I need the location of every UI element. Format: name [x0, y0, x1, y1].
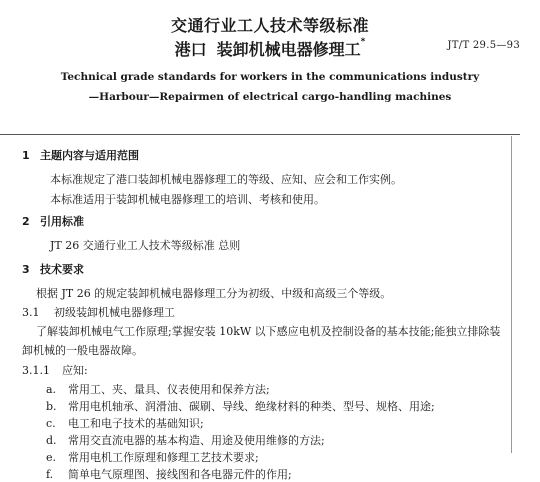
- section-3-1-title: 初级装卸机械电器修理工: [54, 306, 175, 319]
- section-2-number: 2: [22, 215, 30, 228]
- section-1-heading: [22, 147, 139, 163]
- list-item-mark: c.: [46, 417, 56, 430]
- section-3-heading: [22, 261, 84, 277]
- section-2-heading: [22, 213, 84, 229]
- list-item-mark: d.: [46, 434, 57, 447]
- section-3-1-1-title: 应知:: [62, 364, 88, 377]
- page-edge-line: [511, 136, 512, 453]
- document-title: 交通行业工人技术等级标准: [170, 16, 369, 35]
- list-item: [46, 432, 325, 448]
- section-3-1-heading: [22, 304, 175, 320]
- list-item: [46, 381, 270, 397]
- list-item: [46, 466, 292, 482]
- section-3-number: 3: [22, 263, 30, 276]
- list-item: [46, 398, 435, 414]
- standard-number: JT/T 29.5—93: [447, 40, 520, 51]
- subtitle-part-b: 装卸机械电器修理工: [216, 40, 361, 59]
- section-3-1-paragraph-line2: 卸机械的一般电器故障。: [22, 344, 143, 357]
- section-3-1-1-heading: [22, 362, 88, 378]
- list-item-mark: e.: [46, 451, 57, 464]
- section-3-1-1-number: 3.1.1: [22, 364, 50, 377]
- list-item-text: 常用电机轴承、润滑油、碳刷、导线、绝缘材料的种类、型号、规格、用途;: [68, 400, 435, 413]
- section-3-1-number: 3.1: [22, 306, 40, 319]
- english-title-line1: Technical grade standards for workers in the communications industry: [60, 71, 480, 83]
- list-item-text: 电工和电子技术的基础知识;: [68, 417, 204, 430]
- section-3-1-paragraph-line1: 了解装卸机械电气工作原理;掌握安装 10kW 以下感应电机及控制设备的基本技能;能独立排除装: [36, 325, 501, 338]
- list-item: [46, 449, 259, 465]
- section-1-paragraph-2: 本标准适用于装卸机械电器修理工的培训、考核和使用。: [50, 193, 325, 206]
- english-title-line2: —Harbour—Repairmen of electrical cargo-handling machines: [88, 91, 452, 103]
- footnote-star: *: [360, 37, 366, 47]
- section-3-paragraph: 根据 JT 26 的规定装卸机械电器修理工分为初级、中级和高级三个等级。: [36, 287, 392, 300]
- list-item-mark: b.: [46, 400, 57, 413]
- section-3-title: 技术要求: [40, 263, 84, 276]
- section-1-number: 1: [22, 149, 30, 162]
- list-item-text: 常用工、夹、量具、仪表使用和保养方法;: [68, 383, 270, 396]
- list-item-text: 常用交直流电器的基本构造、用途及使用维修的方法;: [68, 434, 325, 447]
- list-item: [46, 415, 204, 431]
- list-item-text: 简单电气原理图、接线图和各电器元件的作用;: [68, 468, 292, 481]
- section-1-title: 主题内容与适用范围: [40, 149, 139, 162]
- section-2-reference: JT 26 交通行业工人技术等级标准 总则: [50, 239, 241, 252]
- list-item-mark: f.: [46, 468, 54, 481]
- subtitle-part-a: 港口: [174, 40, 207, 59]
- list-item-mark: a.: [46, 383, 57, 396]
- section-1-paragraph-1: 本标准规定了港口装卸机械电器修理工的等级、应知、应会和工作实例。: [50, 173, 402, 186]
- header-divider: [0, 134, 520, 135]
- list-item-text: 常用电机工作原理和修理工艺技术要求;: [68, 451, 259, 464]
- section-2-title: 引用标准: [40, 215, 84, 228]
